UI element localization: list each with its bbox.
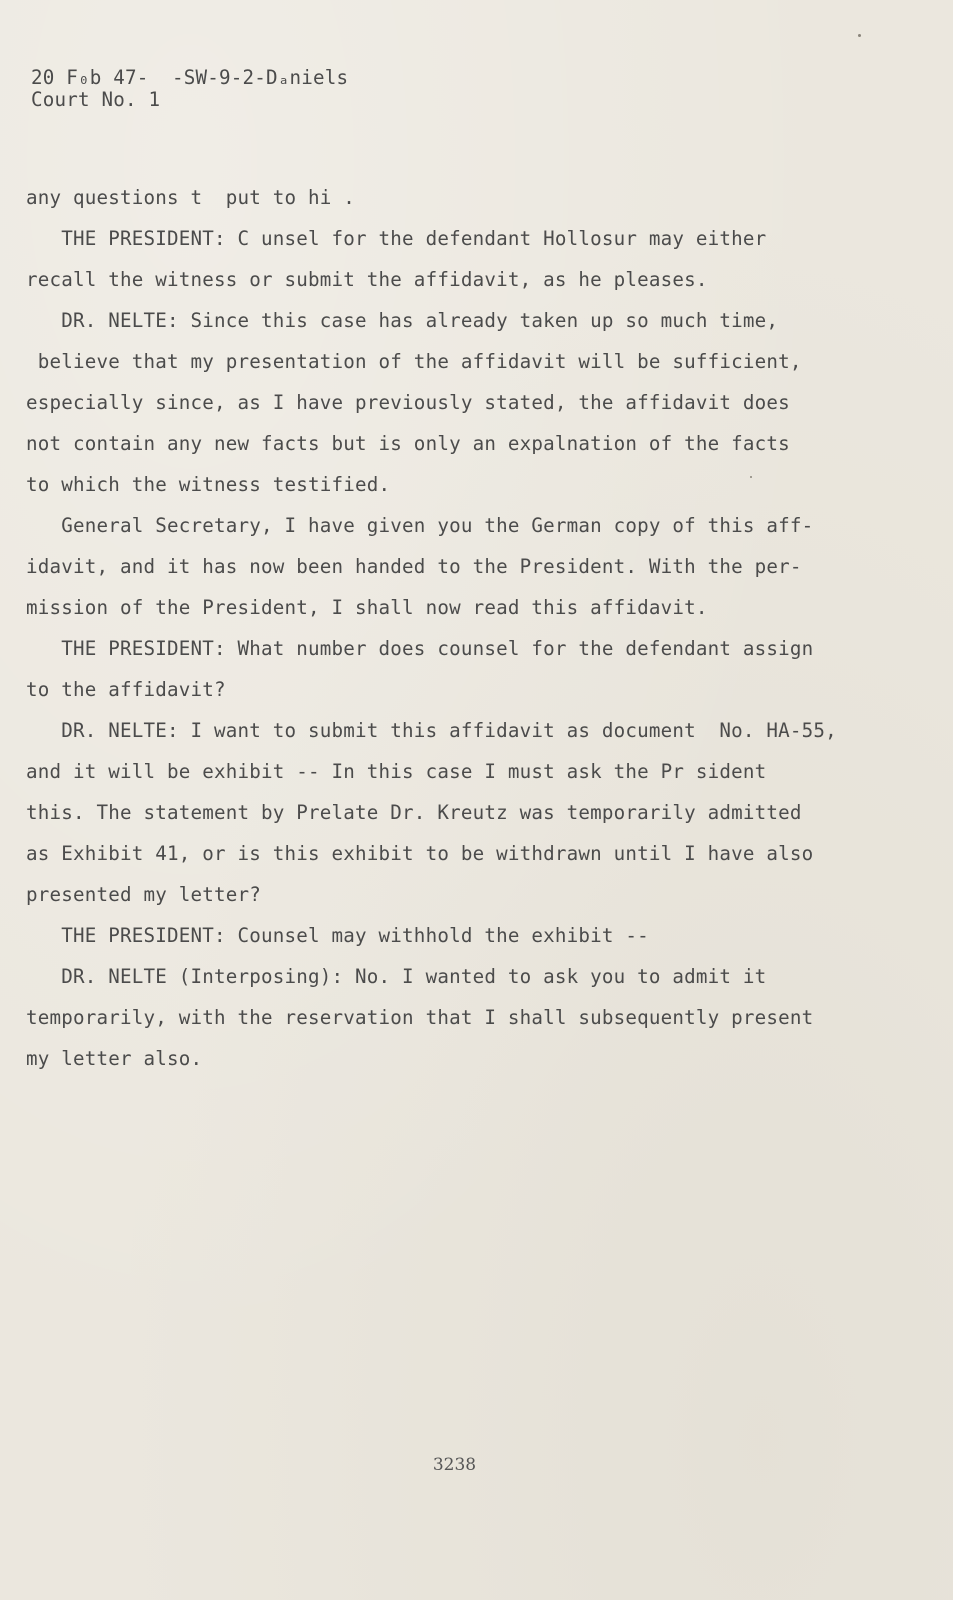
transcript-line: DR. NELTE: I want to submit this affidavit as document No. HA-55, [26, 719, 837, 742]
transcript-line: to which the witness testified. [26, 473, 391, 496]
paper-speck [858, 34, 861, 37]
transcript-line: idavit, and it has now been handed to the President. With the per- [26, 555, 802, 578]
header-court: Court No. 1 [31, 88, 161, 111]
transcript-line: this. The statement by Prelate Dr. Kreutz was temporarily admitted [26, 801, 802, 824]
transcript-line: recall the witness or submit the affidavit, as he pleases. [26, 268, 708, 291]
transcript-line: DR. NELTE: Since this case has already taken up so much time, [26, 309, 779, 332]
transcript-line: believe that my presentation of the affidavit will be sufficient, [26, 350, 802, 373]
transcript-line: any questions t put to hi . [26, 186, 356, 209]
transcript-line: mission of the President, I shall now read this affidavit. [26, 596, 708, 619]
transcript-line: as Exhibit 41, or is this exhibit to be withdrawn until I have also [26, 842, 814, 865]
transcript-line: THE PRESIDENT: What number does counsel for the defendant assign [26, 637, 814, 660]
header-reference: 20 F₀b 47- -SW-9-2-Dₐniels [31, 66, 349, 89]
transcript-line: presented my letter? [26, 883, 262, 906]
paper-speck [750, 476, 752, 478]
transcript-line: and it will be exhibit -- In this case I must ask the Pr sident [26, 760, 767, 783]
transcript-line: General Secretary, I have given you the German copy of this aff- [26, 514, 814, 537]
transcript-line: especially since, as I have previously stated, the affidavit does [26, 391, 790, 414]
transcript-line: my letter also. [26, 1047, 203, 1070]
transcript-line: DR. NELTE (Interposing): No. I wanted to ask you to admit it [26, 965, 767, 988]
transcript-line: not contain any new facts but is only an expalnation of the facts [26, 432, 790, 455]
page-number: 3238 [432, 1455, 477, 1475]
transcript-line: THE PRESIDENT: Counsel may withhold the exhibit -- [26, 924, 649, 947]
transcript-line: to the affidavit? [26, 678, 226, 701]
transcript-line: temporarily, with the reservation that I shall subsequently present [26, 1006, 814, 1029]
transcript-line: THE PRESIDENT: C unsel for the defendant Hollosur may either [26, 227, 767, 250]
